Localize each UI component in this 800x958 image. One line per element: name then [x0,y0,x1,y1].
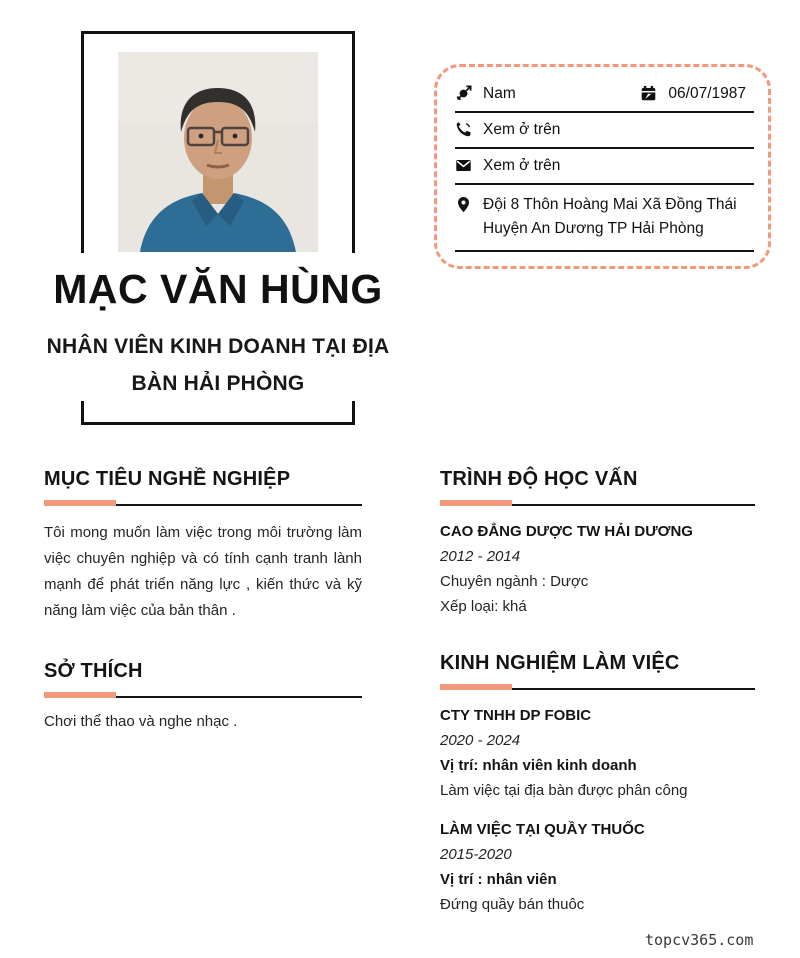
position: Vị trí : nhân viên [440,871,557,888]
mail-icon [455,157,472,174]
contact-row-gender-dob [455,77,754,113]
section-education [440,468,755,619]
profile-photo [118,52,318,252]
description: Làm việc tại địa bàn được phân công [440,782,688,799]
education-entry [440,519,755,619]
position: Vị trí: nhân viên kinh doanh [440,757,637,774]
work-period: 2015-2020 [440,846,512,863]
contact-row-address [455,185,754,252]
company-name: CTY TNHH DP FOBIC [440,707,592,724]
experience-entry [440,703,755,803]
hobbies-heading: SỞ THÍCH [44,660,143,682]
work-period: 2020 - 2024 [440,732,521,749]
grade: Xếp loại: khá [440,598,527,615]
site-watermark: topcv365.com [645,931,754,949]
major: Chuyên ngành : Dược [440,573,589,590]
contact-row-email [455,149,754,185]
dob-value: 06/07/1987 [668,85,746,102]
heading-rule [440,684,755,690]
experience-heading: KINH NGHIỆM LÀM VIỆC [440,652,680,674]
address-value: Đội 8 Thôn Hoàng Mai Xã Đồng Thái Huyện An Dương TP Hải Phòng [483,196,737,237]
heading-rule [44,692,362,698]
school-name: CAO ĐẲNG DƯỢC TW HẢI DƯƠNG [440,523,693,540]
heading-rule [440,500,755,506]
study-period: 2012 - 2014 [440,548,521,565]
candidate-name: MẠC VĂN HÙNG [53,266,383,312]
gender-value: Nam [483,85,516,102]
dob-group [640,83,746,104]
objective-heading: MỤC TIÊU NGHỀ NGHIỆP [44,468,291,490]
phone-icon [455,121,472,138]
objective-body: Tôi mong muốn làm việc trong môi trường làm việc chuyên nghiệp và có tính cạnh tranh lành mạnh để phát triển năng lực , kiến thức và kỹ năng làm việc của bản thân . [44,524,362,619]
section-experience [440,652,755,917]
candidate-job-title: NHÂN VIÊN KINH DOANH TẠI ĐỊA BÀN HẢI PHÒNG [46,335,390,395]
email-value: Xem ở trên [483,157,561,174]
heading-rule [44,500,362,506]
section-objective [44,468,362,624]
gender-group [455,83,516,104]
gender-icon [455,85,472,102]
contact-row-phone [455,113,754,149]
experience-entry [440,817,755,917]
company-name: LÀM VIỆC TẠI QUẦY THUỐC [440,821,645,838]
right-column [440,468,755,917]
contact-card [434,64,771,269]
location-icon [455,196,472,213]
section-hobbies [44,660,362,730]
description: Đứng quầy bán thuôc [440,896,585,913]
hobbies-body: Chơi thể thao và nghe nhạc . [44,713,238,730]
portrait-illustration [118,52,318,252]
photo-frame-bottom-bracket [81,401,355,425]
phone-value: Xem ở trên [483,121,561,138]
left-column [44,468,362,730]
calendar-icon [640,85,657,102]
education-heading: TRÌNH ĐỘ HỌC VẤN [440,468,638,490]
